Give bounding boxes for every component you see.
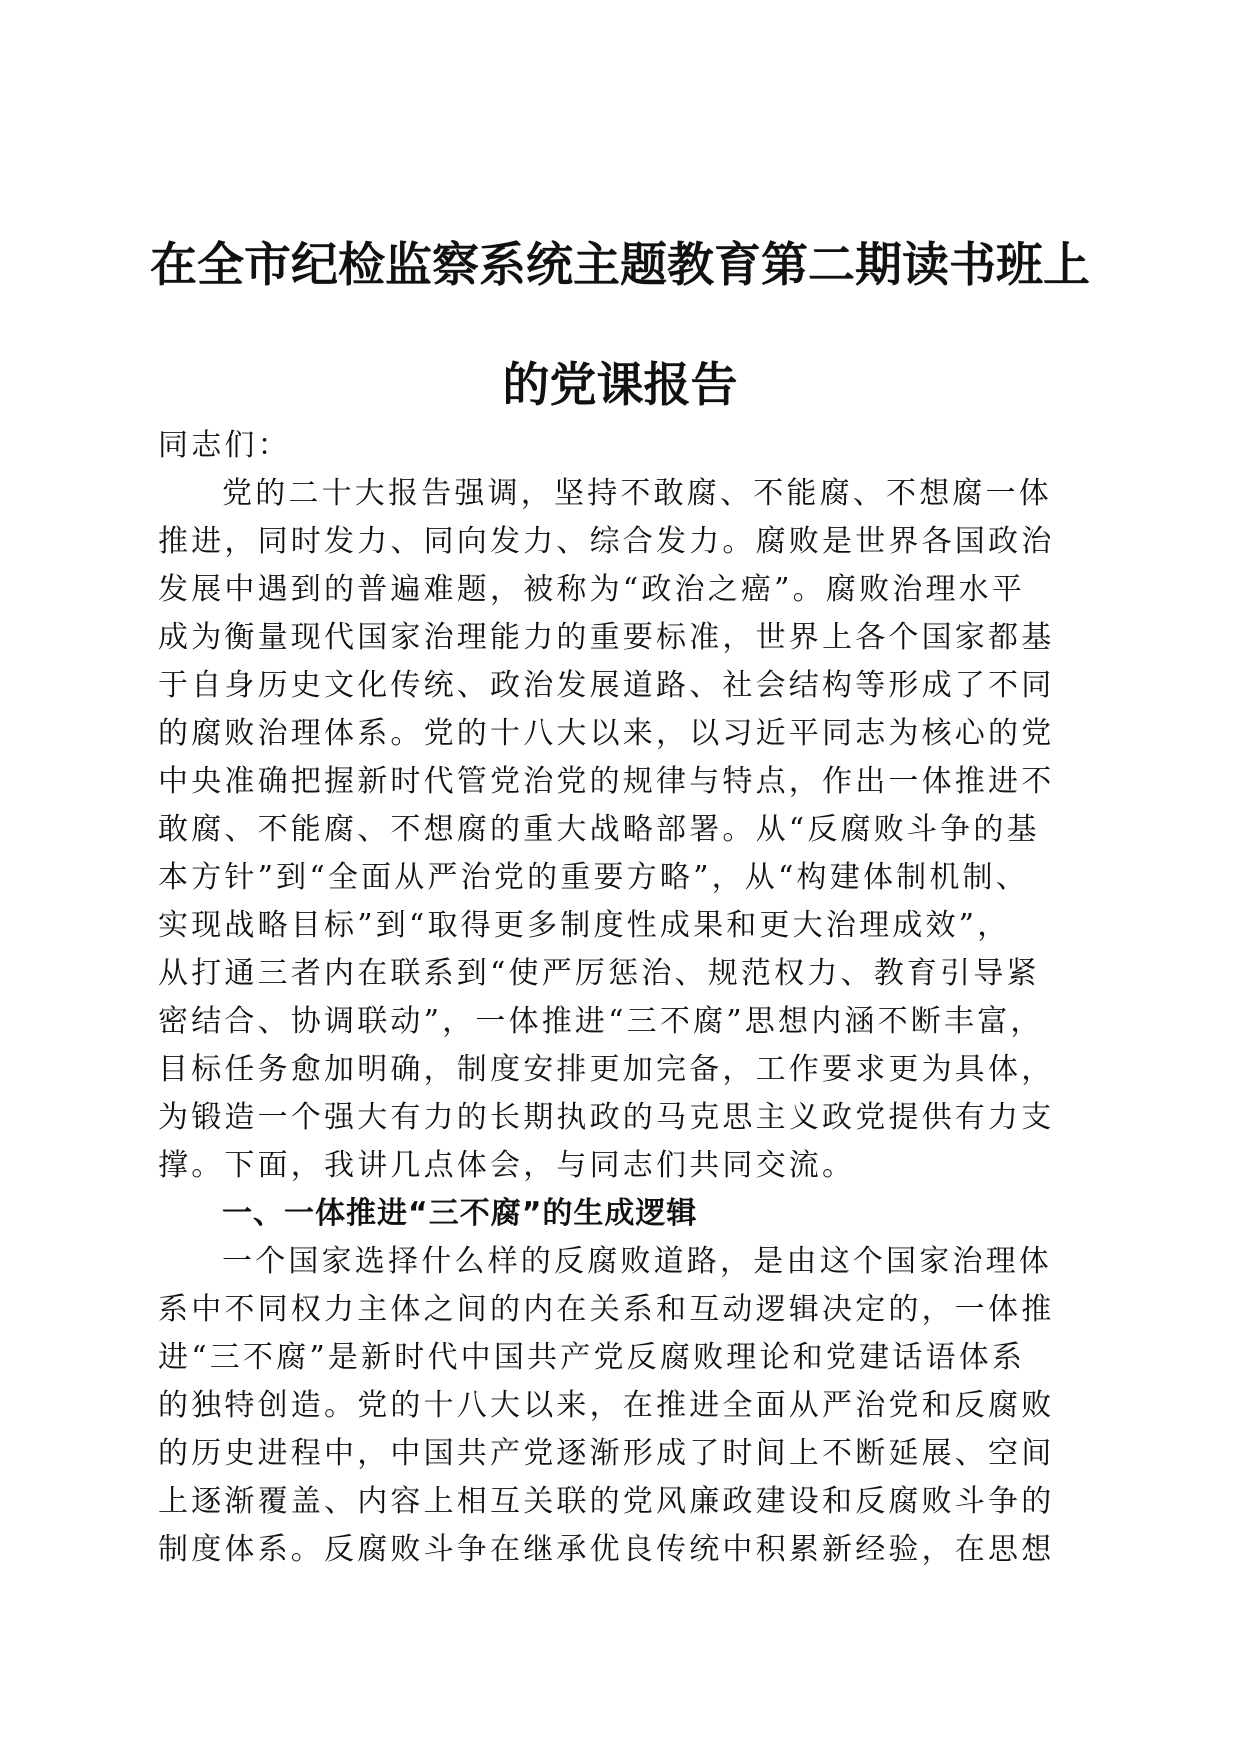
- paragraph-1-line: 撑。下面，我讲几点体会，与同志们共同交流。: [158, 1148, 856, 1183]
- paragraph-1-line: 推进，同时发力、同向发力、综合发力。腐败是世界各国政治: [158, 524, 1055, 559]
- paragraph-1-line: 于自身历史文化传统、政治发展道路、社会结构等形成了不同: [158, 668, 1055, 703]
- paragraph-2-line: 制度体系。反腐败斗争在继承优良传统中积累新经验，在思想: [158, 1532, 1055, 1567]
- paragraph-2-line: 系中不同权力主体之间的内在关系和互动逻辑决定的，一体推: [158, 1292, 1055, 1327]
- paragraph-1-line: 中央准确把握新时代管党治党的规律与特点，作出一体推进不: [158, 764, 1055, 799]
- paragraph-1-line: 党的二十大报告强调，坚持不敢腐、不能腐、不想腐一体: [222, 476, 1052, 511]
- paragraph-1-line: 为锻造一个强大有力的长期执政的马克思主义政党提供有力支: [158, 1100, 1055, 1135]
- paragraph-1-line: 从打通三者内在联系到“使严厉惩治、规范权力、教育引导紧: [158, 956, 1040, 991]
- paragraph-2-line: 的历史进程中，中国共产党逐渐形成了时间上不断延展、空间: [158, 1436, 1055, 1471]
- paragraph-2-line: 进“三不腐”是新时代中国共产党反腐败理论和党建话语体系: [158, 1340, 1026, 1375]
- paragraph-1-line: 的腐败治理体系。党的十八大以来，以习近平同志为核心的党: [158, 716, 1055, 751]
- paragraph-1-line: 发展中遇到的普遍难题，被称为“政治之癌”。腐败治理水平: [158, 572, 1026, 607]
- paragraph-1-line: 实现战略目标”到“取得更多制度性成果和更大治理成效”，: [158, 908, 1011, 943]
- salutation: 同志们：: [158, 428, 291, 463]
- paragraph-1-line: 密结合、协调联动”，一体推进“三不腐”思想内涵不断丰富，: [158, 1004, 1044, 1039]
- section-1-heading: 一、一体推进“三不腐”的生成逻辑: [222, 1196, 698, 1231]
- paragraph-2-line: 一个国家选择什么样的反腐败道路，是由这个国家治理体: [222, 1244, 1052, 1279]
- document-title-line-1: 在全市纪检监察系统主题教育第二期读书班上: [150, 238, 1090, 293]
- paragraph-2-line: 的独特创造。党的十八大以来，在推进全面从严治党和反腐败: [158, 1388, 1055, 1423]
- paragraph-1-line: 敢腐、不能腐、不想腐的重大战略部署。从“反腐败斗争的基: [158, 812, 1040, 847]
- paragraph-1-line: 本方针”到“全面从严治党的重要方略”，从“构建体制机制、: [158, 860, 1029, 895]
- paragraph-1-line: 成为衡量现代国家治理能力的重要标准，世界上各个国家都基: [158, 620, 1055, 655]
- paragraph-2-line: 上逐渐覆盖、内容上相互关联的党风廉政建设和反腐败斗争的: [158, 1484, 1055, 1519]
- paragraph-1-line: 目标任务愈加明确，制度安排更加完备，工作要求更为具体，: [158, 1052, 1055, 1087]
- document-title-line-2: 的党课报告: [502, 358, 738, 413]
